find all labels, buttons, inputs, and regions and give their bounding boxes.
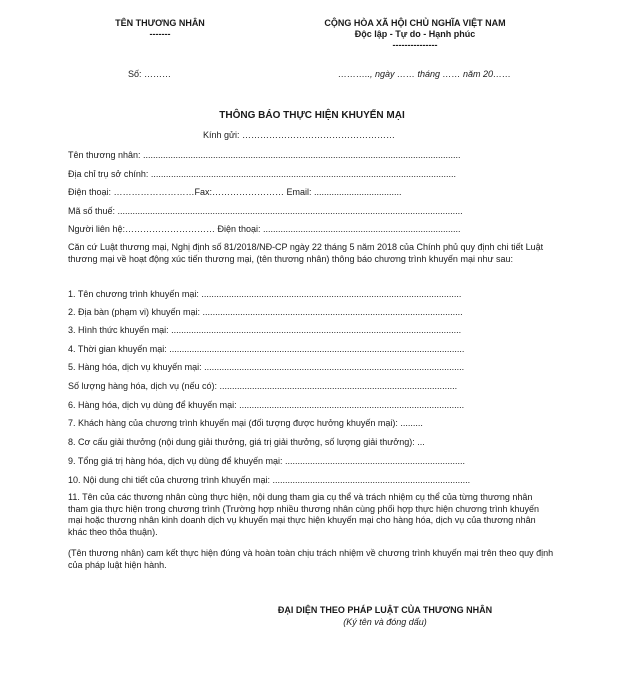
item-9-total-value: 9. Tổng giá trị hàng hóa, dịch vụ dùng để khuyến mại: ........................................................................ bbox=[68, 456, 466, 466]
item-7-customers: 7. Khách hàng của chương trình khuyến mại (đối tượng được hưởng khuyến mại): ......... bbox=[68, 418, 423, 428]
left-heading-dash: ------- bbox=[149, 29, 171, 39]
item-6-goods-used: 6. Hàng hóa, dịch vụ dùng để khuyến mại: .......................................................................................... bbox=[68, 400, 465, 410]
item-10-details: 10. Nội dung chi tiết của chương trình khuyến mại: ............................................................................... bbox=[68, 475, 471, 485]
commitment-paragraph: (Tên thương nhân) cam kết thực hiện đúng và hoàn toàn chịu trách nhiệm về chương trình khuyến mại trên theo quy định của pháp luật hiện hành. bbox=[68, 548, 554, 570]
trader-name-field: Tên thương nhân: ............................................................................................................................... bbox=[68, 150, 461, 160]
contact-person-field: Người liên hệ:………………………… Điện thoại: ............................................................................... bbox=[68, 224, 461, 234]
country-motto: Độc lập - Tự do - Hạnh phúc bbox=[354, 29, 476, 39]
document-title: THÔNG BÁO THỰC HIỆN KHUYẾN MẠI bbox=[219, 110, 405, 121]
document-number: Số: ……… bbox=[128, 69, 172, 79]
signature-note: (Ký tên và đóng dấu) bbox=[343, 617, 427, 627]
item-11-paragraph: 11. Tên của các thương nhân cùng thực hiện, nội dung tham gia cụ thể và trách nhiệm cụ thể của từng thương nhân tham gia thực hiện trong chương trình (Trường hợp nhiều thương nhân cùng phối hợp thực hiện chương trình khuyến mại hoặc thương nhân kinh doanh dịch vụ khuyến mại thực hiện khuyến mại cho hàng hóa, dịch vụ của thương nhân khác theo thỏa thuận). bbox=[68, 492, 539, 537]
legal-basis-paragraph: Căn cứ Luật thương mại, Nghị định số 81/2018/NĐ-CP ngày 22 tháng 5 năm 2018 của Chính phủ quy định chi tiết Luật thương mại về hoạt động xúc tiến thương mại, (tên thương nhân) thông báo chương trình khuyến mại như sau: bbox=[68, 242, 544, 264]
country-heading: CỘNG HÒA XÃ HỘI CHỦ NGHĨA VIỆT NAM bbox=[324, 18, 506, 28]
phone-fax-email-field: Điện thoại: ………………………Fax:…………………… Email: ................................... bbox=[68, 187, 402, 197]
signature-title: ĐẠI DIỆN THEO PHÁP LUẬT CỦA THƯƠNG NHÂN bbox=[277, 605, 493, 615]
item-quantity: Số lượng hàng hóa, dịch vụ (nếu có): ............................................................................................... bbox=[68, 381, 458, 391]
recipient-line: Kính gửi: …………………………………………… bbox=[203, 130, 396, 140]
item-2-area: 2. Địa bàn (phạm vi) khuyến mại: ........................................................................................................ bbox=[68, 307, 463, 317]
document-date: ……….., ngày …… tháng …… năm 20…… bbox=[338, 69, 512, 79]
item-4-time: 4. Thời gian khuyến mại: ...................................................................................................................... bbox=[68, 344, 465, 354]
tax-code-field: Mã số thuế: .......................................................................................................................................... bbox=[68, 206, 463, 216]
address-field: Địa chỉ trụ sở chính: .......................................................................................................................... bbox=[68, 169, 456, 179]
item-5-goods: 5. Hàng hóa, dịch vụ khuyến mại: ........................................................................................................ bbox=[68, 362, 465, 372]
right-heading-dash: --------------- bbox=[392, 40, 438, 50]
trader-name-heading: TÊN THƯƠNG NHÂN bbox=[115, 18, 205, 28]
item-8-prize-structure: 8. Cơ cấu giải thưởng (nội dung giải thưởng, giá trị giải thưởng, số lượng giải thưởng): ... bbox=[68, 437, 425, 447]
item-3-form: 3. Hình thức khuyến mại: .................................................................................................................... bbox=[68, 325, 462, 335]
item-1-program-name: 1. Tên chương trình khuyến mại: ........................................................................................................ bbox=[68, 289, 462, 299]
